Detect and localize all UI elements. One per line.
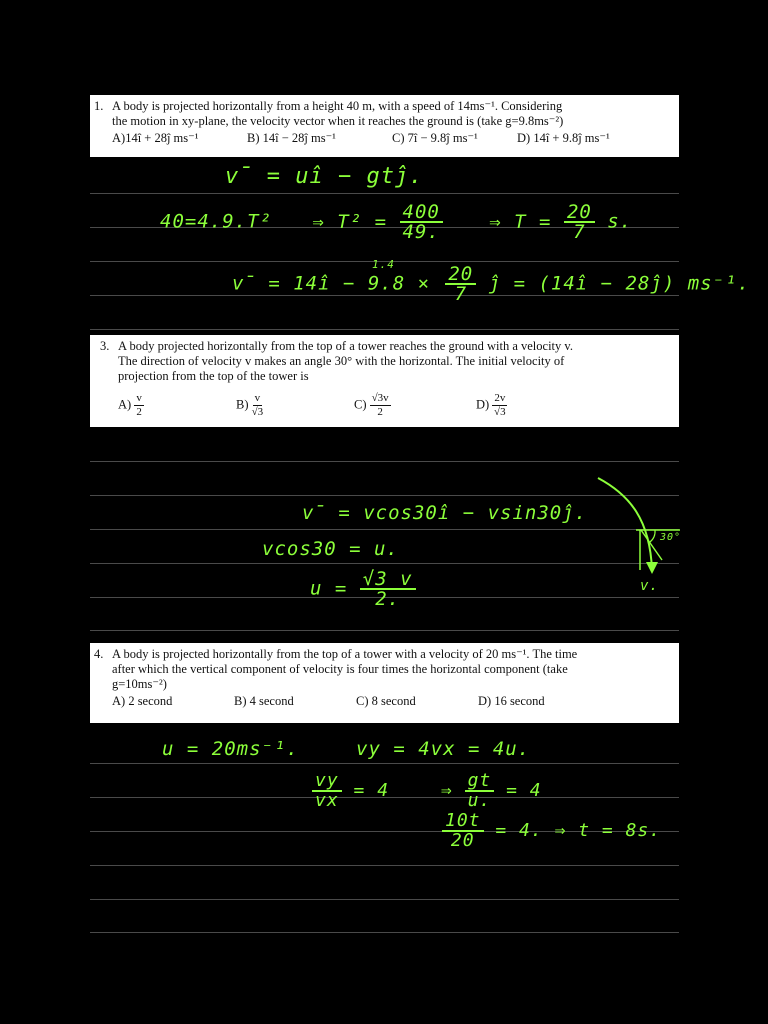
question-number: 3. <box>100 339 110 353</box>
fraction-numerator: gt <box>465 772 495 792</box>
fraction-denominator: 2 <box>136 406 142 418</box>
equation: ⇒ T = <box>489 210 552 233</box>
equation: u = <box>310 577 348 600</box>
fraction-denominator: 7 <box>454 283 468 305</box>
fraction-numerator: 400 <box>400 203 443 223</box>
option-label: D) <box>476 397 490 412</box>
fraction <box>312 772 342 810</box>
option-b: B) 4 second <box>234 694 294 708</box>
equation: ⇒ T² = <box>312 210 388 233</box>
option-b: B) 14î − 28ĵ ms⁻¹ <box>247 131 336 145</box>
question-text: after which the vertical component of velocity is four times the horizontal component (take <box>112 662 568 676</box>
options-row <box>112 694 671 709</box>
fraction-numerator: √3 v <box>360 570 416 590</box>
fraction-denominator: 49. <box>402 221 440 243</box>
result: ⇒ t = 8s. <box>554 820 662 841</box>
equation: 40=4.9.T² <box>160 210 272 233</box>
trajectory-curve <box>598 478 652 570</box>
fraction-numerator: 2v <box>494 392 506 404</box>
diagram-velocity-label: v. <box>640 578 659 594</box>
question-text: g=10ms⁻²) <box>112 677 167 691</box>
solution-3-line-2: vcos30 = u. <box>262 538 399 560</box>
solution-4-line-3 <box>442 812 661 850</box>
fraction <box>465 772 495 810</box>
option-label: A) <box>118 397 132 412</box>
fraction-denominator: 20 <box>450 830 475 851</box>
diagram-angle-label: 30° <box>660 532 682 543</box>
question-text: A body is projected horizontally from the top of a tower with a velocity of 20 ms⁻¹. The time <box>112 647 578 661</box>
fraction <box>442 812 484 850</box>
unit: s. <box>607 210 633 233</box>
option-c: C) 8 second <box>356 694 416 708</box>
question-number: 1. <box>94 99 104 113</box>
fraction-numerator: 10t <box>442 812 484 832</box>
angle-arc <box>650 530 655 542</box>
fraction-denominator: 7 <box>573 221 586 243</box>
fraction-denominator: √3 <box>251 406 264 418</box>
question-text: the motion in xy-plane, the velocity vector when it reaches the ground is (take g=9.8ms⁻²) <box>112 114 564 128</box>
option-label: C) <box>354 397 367 412</box>
equation: = 4 <box>506 780 542 801</box>
fraction-denominator: √3 <box>494 406 506 418</box>
option-c: C) 7î − 9.8ĵ ms⁻¹ <box>392 131 478 145</box>
option-a: A)14î + 28ĵ ms⁻¹ <box>112 131 199 145</box>
question-number: 4. <box>94 647 104 661</box>
fraction-denominator: 2 <box>377 406 383 418</box>
fraction-numerator: vy <box>312 772 342 792</box>
implies-arrow: ⇒ <box>440 780 453 801</box>
option-a: A) 2 second <box>112 694 173 708</box>
fraction-numerator: v <box>254 392 261 404</box>
solution-1-line-1: v̄ = uî − gtĵ. <box>225 164 424 189</box>
fraction-numerator: √3v <box>371 392 389 404</box>
solution-4-line-1a: u = 20ms⁻¹. <box>162 738 299 760</box>
solution-4-line-2 <box>312 772 542 810</box>
annotation: 1.4 <box>372 258 395 272</box>
fraction-numerator: 20 <box>564 203 595 223</box>
question-4-box <box>90 643 679 723</box>
ruled-line <box>90 763 679 764</box>
ruled-line <box>90 932 679 933</box>
solution-4-line-1b: vy = 4vx = 4u. <box>356 738 531 760</box>
ruled-line <box>90 865 679 866</box>
fraction-numerator: v <box>136 392 142 404</box>
question-text: A body is projected horizontally from a height 40 m, with a speed of 14ms⁻¹. Considering <box>112 99 563 113</box>
option-label: B) <box>236 397 249 412</box>
arrow-head-icon <box>646 562 658 574</box>
solution-3-line-1: v̄ = vcos30î − vsin30ĵ. <box>302 502 588 524</box>
fraction-denominator: 2. <box>375 588 401 610</box>
equation: ĵ = (14î − 28ĵ) ms⁻¹. <box>488 272 750 295</box>
option-d: D) 16 second <box>478 694 545 708</box>
ruled-line <box>90 899 679 900</box>
equation: v̄ = 14î − 9.8 × <box>232 272 431 295</box>
question-text: The direction of velocity v makes an angle 30° with the horizontal. The initial velocity of <box>118 354 565 368</box>
option-d: D) 14î + 9.8ĵ ms⁻¹ <box>517 131 610 145</box>
equation: = 4 <box>353 780 390 801</box>
fraction-denominator: u. <box>467 790 492 811</box>
fraction-numerator: 20 <box>445 265 476 285</box>
equation: = 4. <box>495 820 543 841</box>
fraction-denominator: vx <box>315 790 339 811</box>
question-text: projection from the top of the tower is <box>118 369 309 383</box>
question-text: A body projected horizontally from the top of a tower reaches the ground with a velocity v. <box>118 339 573 353</box>
